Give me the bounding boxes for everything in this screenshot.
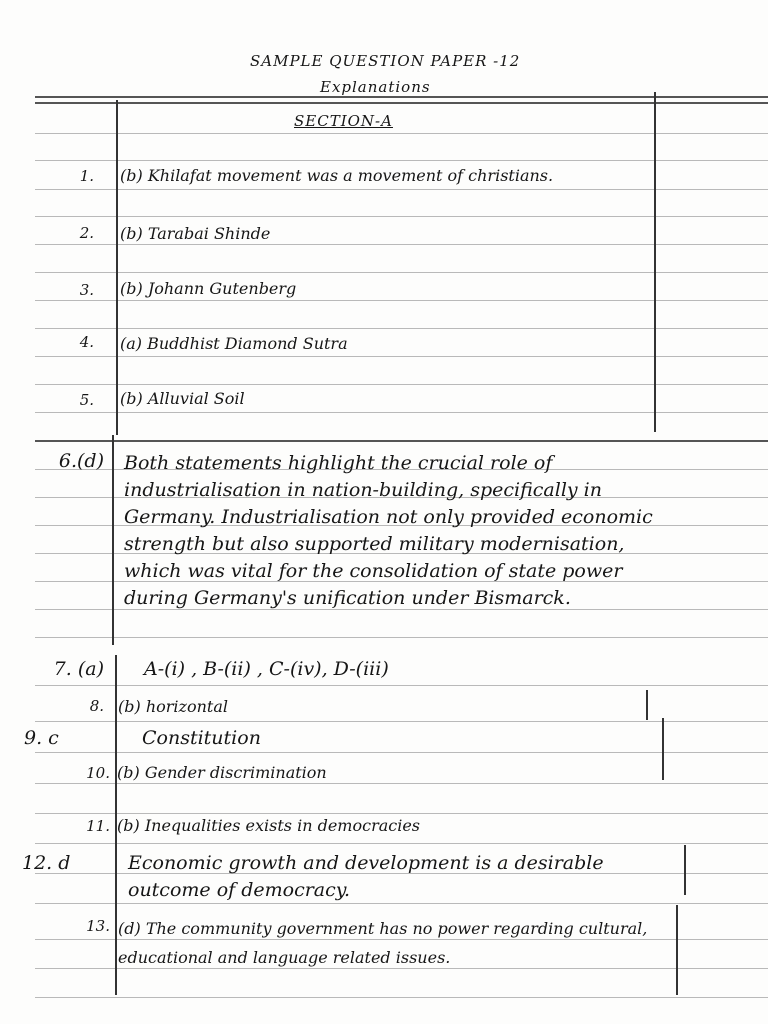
section-heading: SECTION-A: [294, 112, 393, 130]
answer-paragraph: Economic growth and development is a desirable outcome of democracy.: [128, 852, 604, 901]
rule-line: [35, 440, 768, 442]
rule-line: [35, 96, 768, 98]
rule-line: [35, 843, 768, 844]
answer-text: (a) Buddhist Diamond Sutra: [120, 334, 348, 353]
question-number: 2.: [79, 224, 94, 242]
question-number: 8.: [89, 697, 104, 715]
rule-line: [35, 133, 768, 134]
answer-text: (b) horizontal: [118, 697, 228, 716]
rule-line: [35, 216, 768, 217]
margin-line: [116, 100, 118, 435]
border-line: [654, 92, 656, 432]
question-number: 12. d: [22, 852, 71, 874]
rule-line: [35, 813, 768, 814]
rule-line: [35, 272, 768, 273]
rule-line: [35, 300, 768, 301]
rule-line: [35, 244, 768, 245]
question-number: 10.: [86, 764, 110, 782]
question-number: 11.: [86, 817, 110, 835]
border-line: [646, 690, 648, 720]
question-number: 4.: [79, 333, 94, 351]
rule-line: [35, 685, 768, 686]
answer-text: (b) Tarabai Shinde: [120, 224, 271, 243]
margin-line: [112, 435, 114, 645]
rule-line: [35, 637, 768, 638]
answer-text: A-(i) , B-(ii) , C-(iv), D-(iii): [144, 658, 389, 680]
rule-line: [35, 328, 768, 329]
rule-line: [35, 752, 768, 753]
page-title: SAMPLE QUESTION PAPER -12: [250, 52, 521, 70]
border-line: [676, 905, 678, 995]
rule-line: [35, 102, 768, 104]
question-number: 3.: [79, 281, 94, 299]
question-number: 6.(d): [58, 450, 104, 472]
question-number: 7. (a): [53, 658, 104, 680]
question-number: 1.: [79, 167, 94, 185]
rule-line: [35, 412, 768, 413]
question-number: 13.: [86, 917, 110, 935]
answer-text: (b) Khilafat movement was a movement of christians.: [120, 166, 554, 185]
rule-line: [35, 189, 768, 190]
border-line: [684, 845, 686, 895]
question-number: 5.: [79, 391, 94, 409]
rule-line: [35, 783, 768, 784]
answer-text: (b) Gender discrimination: [117, 763, 327, 782]
rule-line: [35, 721, 768, 722]
rule-line: [35, 356, 768, 357]
answer-text: (b) Alluvial Soil: [120, 389, 245, 408]
question-number: 9. c: [24, 727, 59, 749]
rule-line: [35, 997, 768, 998]
rule-line: [35, 384, 768, 385]
answer-paragraph: Both statements highlight the crucial role of industrialisation in nation-building, specifically in Germany. Industrialisation not only provided economic strength but also supported military modernisation, which was vital for the consolidation of state power during Germany's unification under Bismarck.: [124, 452, 653, 609]
answer-text: (b) Johann Gutenberg: [120, 279, 297, 298]
answer-text: (b) Inequalities exists in democracies: [117, 816, 421, 835]
page-subtitle: Explanations: [320, 78, 431, 96]
answer-text: Constitution: [142, 727, 261, 749]
border-line: [662, 718, 664, 780]
rule-line: [35, 160, 768, 161]
answer-paragraph: (d) The community government has no power regarding cultural, educational and language related issues.: [118, 919, 648, 967]
